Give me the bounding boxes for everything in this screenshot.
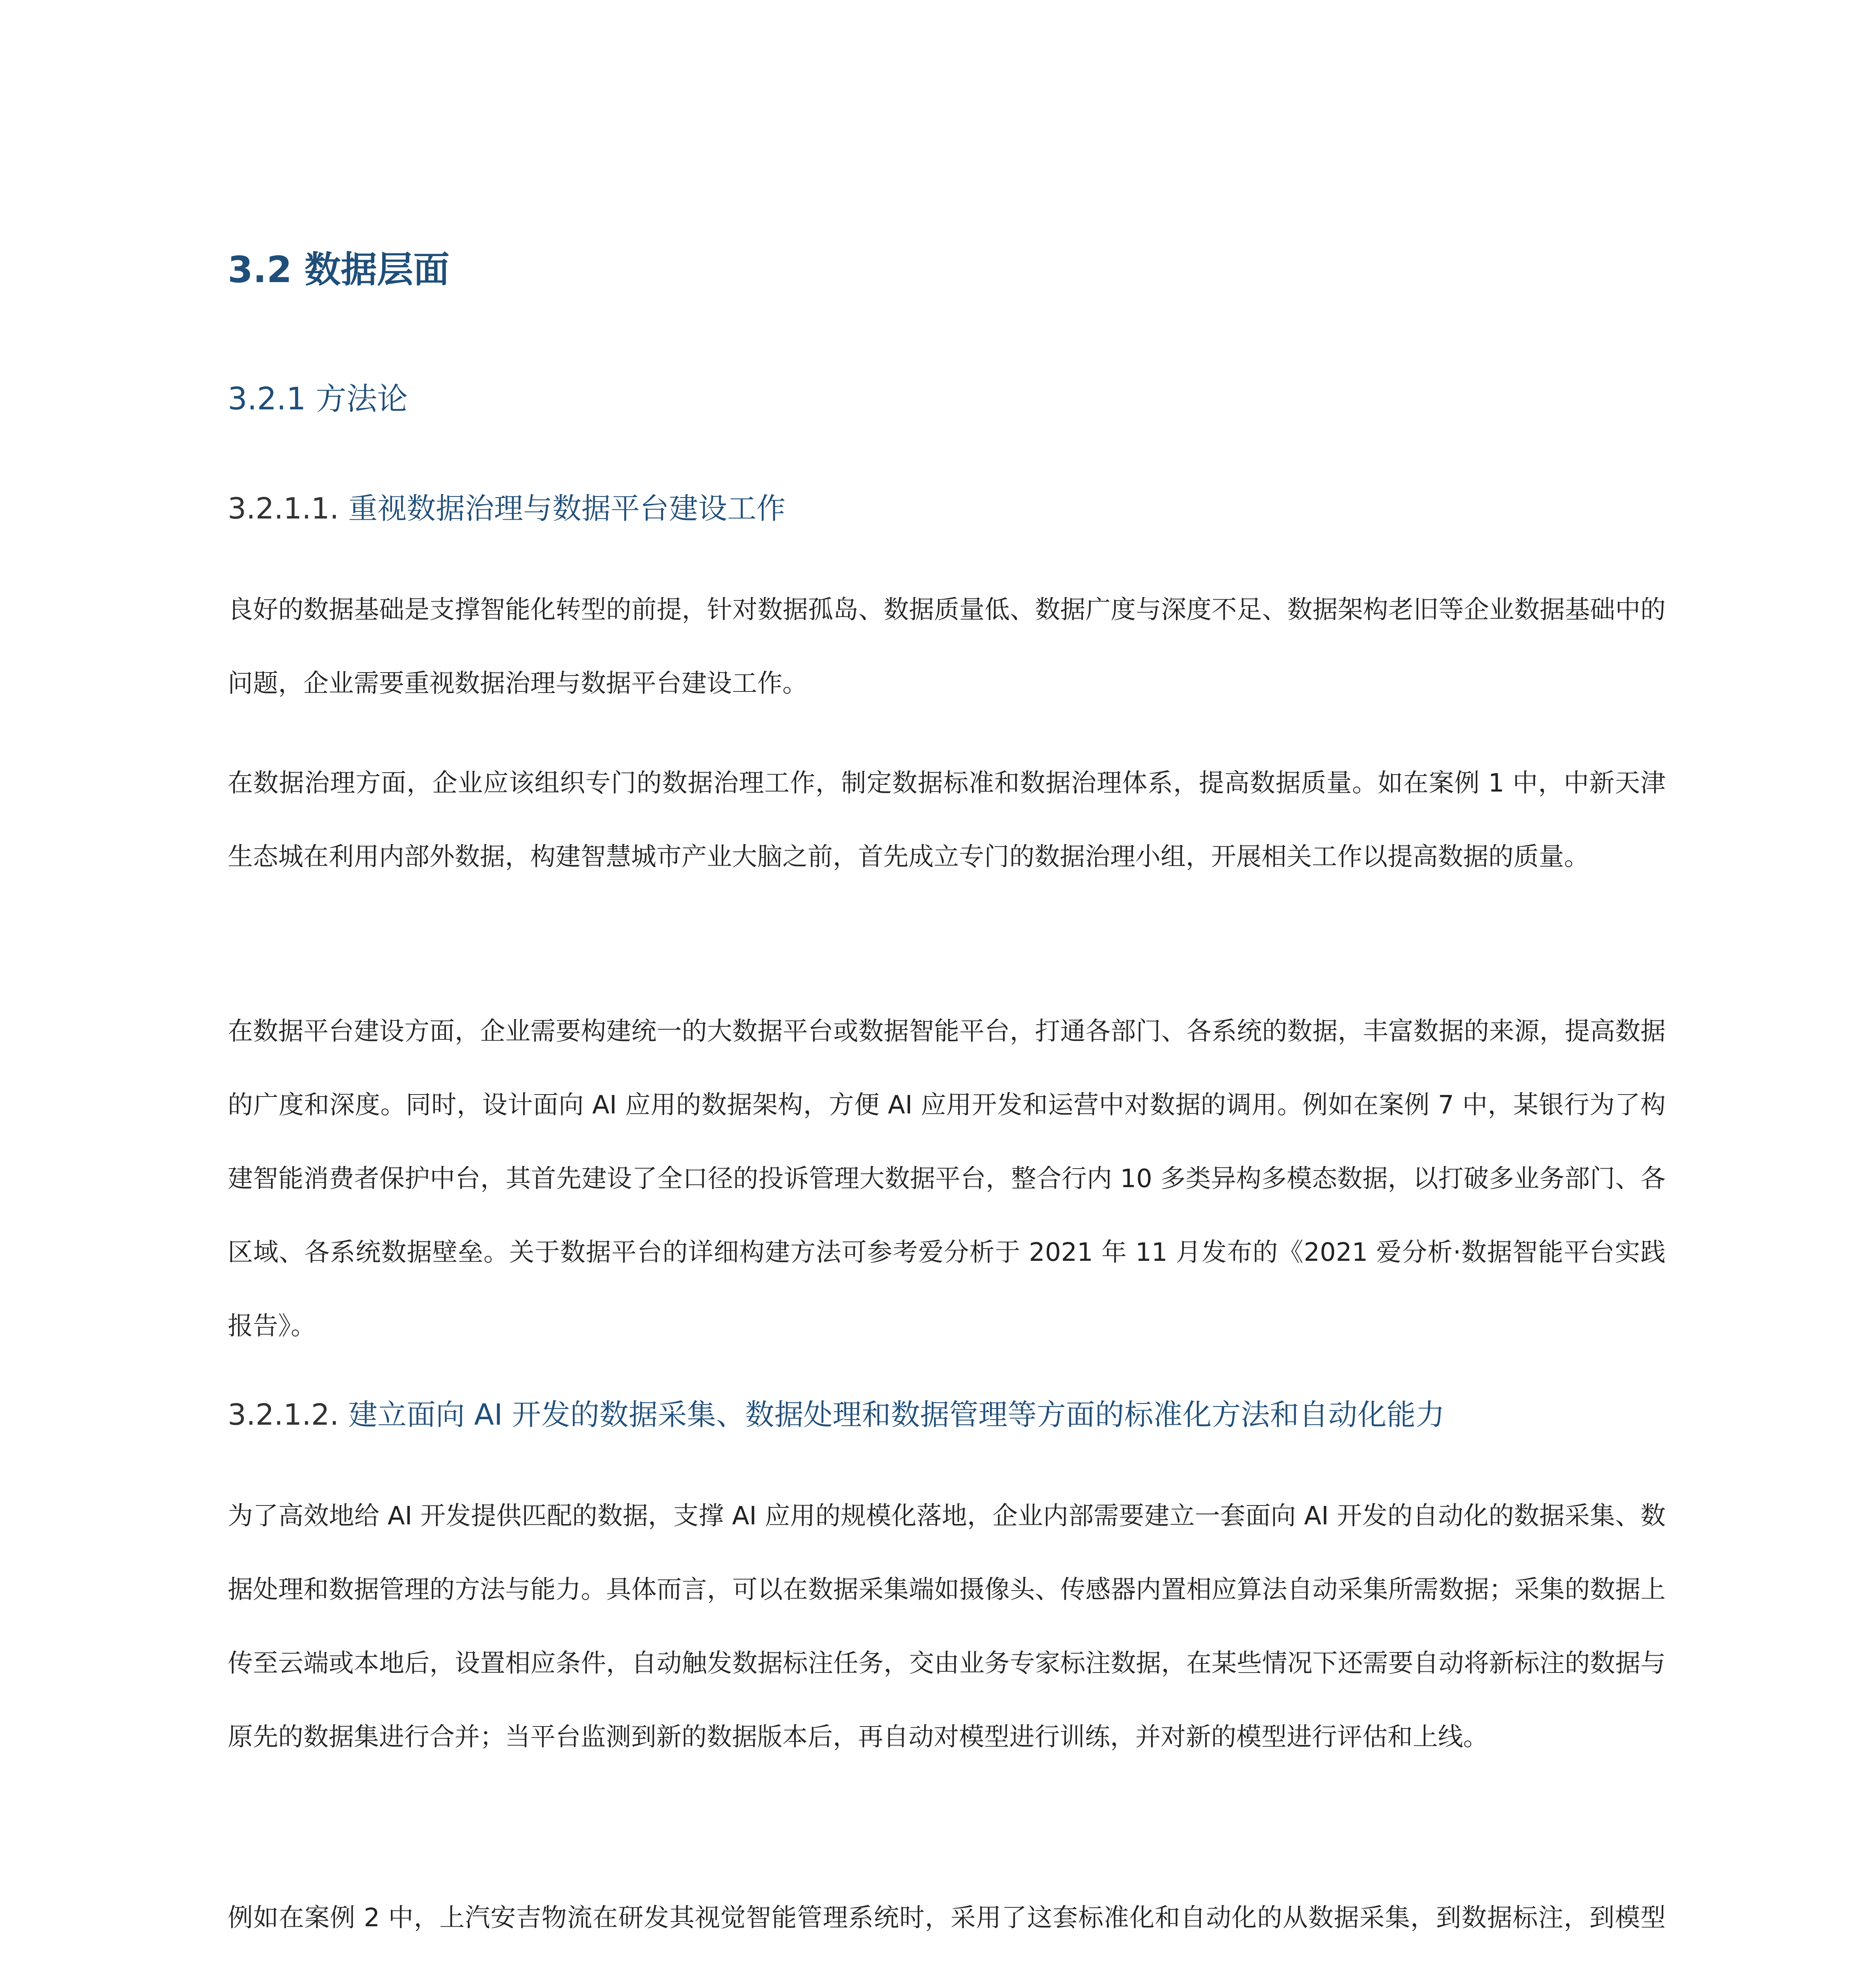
- subsubsection-title: 重视数据治理与数据平台建设工作: [348, 492, 786, 526]
- paragraph-data-platform: 在数据平台建设方面，企业需要构建统一的大数据平台或数据智能平台，打通各部门、各系统的数据，丰富数据的来源，提高数据的广度和深度。同时，设计面向 AI 应用的数据架构，方便 AI 应用开发和运营中对数据的调用。例如在案例 7 中，某银行为了构建智能消费者保护中台，其首先建设了全口径的投诉管理大数据平台，整合行内 10 多类异构多模态数据，以打破多业务部门、各区域、各系统数据壁垒。关于数据平台的详细构建方法可参考爱分析于 2021 年 11 月发布的《2021 爱分析·数据智能平台实践报告》。: [228, 1017, 1666, 1341]
- subsection-title-methodology: 3.2.1 方法论: [228, 381, 408, 417]
- section-title: 3.2 数据层面: [228, 249, 450, 291]
- paragraph-case-example: 例如在案例 2 中，上汽安吉物流在研发其视觉智能管理系统时，采用了这套标准化和自动化的从数据采集，到数据标注，到模型: [228, 1903, 1666, 1933]
- subsubsection-title: 建立面向 AI 开发的数据采集、数据处理和数据管理等方面的标准化方法和自动化能力: [348, 1398, 1445, 1432]
- subsubsection-number: 3.2.1.2.: [228, 1398, 339, 1432]
- paragraph-data-governance: 在数据治理方面，企业应该组织专门的数据治理工作，制定数据标准和数据治理体系，提高数据质量。如在案例 1 中，中新天津生态城在利用内部外数据，构建智慧城市产业大脑之前，首先成立专门的数据治理小组，开展相关工作以提高数据的质量。: [228, 769, 1666, 872]
- subsubsection-heading-ai-data-standardization: [228, 1397, 1445, 1433]
- paragraph-data-foundation: 良好的数据基础是支撑智能化转型的前提，针对数据孤岛、数据质量低、数据广度与深度不足、数据架构老旧等企业数据基础中的问题，企业需要重视数据治理与数据平台建设工作。: [228, 595, 1666, 698]
- subsubsection-heading-data-governance: [228, 491, 786, 527]
- subsubsection-number: 3.2.1.1.: [228, 492, 339, 526]
- paragraph-ai-data-automation: 为了高效地给 AI 开发提供匹配的数据，支撑 AI 应用的规模化落地，企业内部需要建立一套面向 AI 开发的自动化的数据采集、数据处理和数据管理的方法与能力。具体而言，可以在数据采集端如摄像头、传感器内置相应算法自动采集所需数据；采集的数据上传至云端或本地后，设置相应条件，自动触发数据标注任务，交由业务专家标注数据，在某些情况下还需要自动将新标注的数据与原先的数据集进行合并；当平台监测到新的数据版本后，再自动对模型进行训练，并对新的模型进行评估和上线。: [228, 1502, 1666, 1752]
